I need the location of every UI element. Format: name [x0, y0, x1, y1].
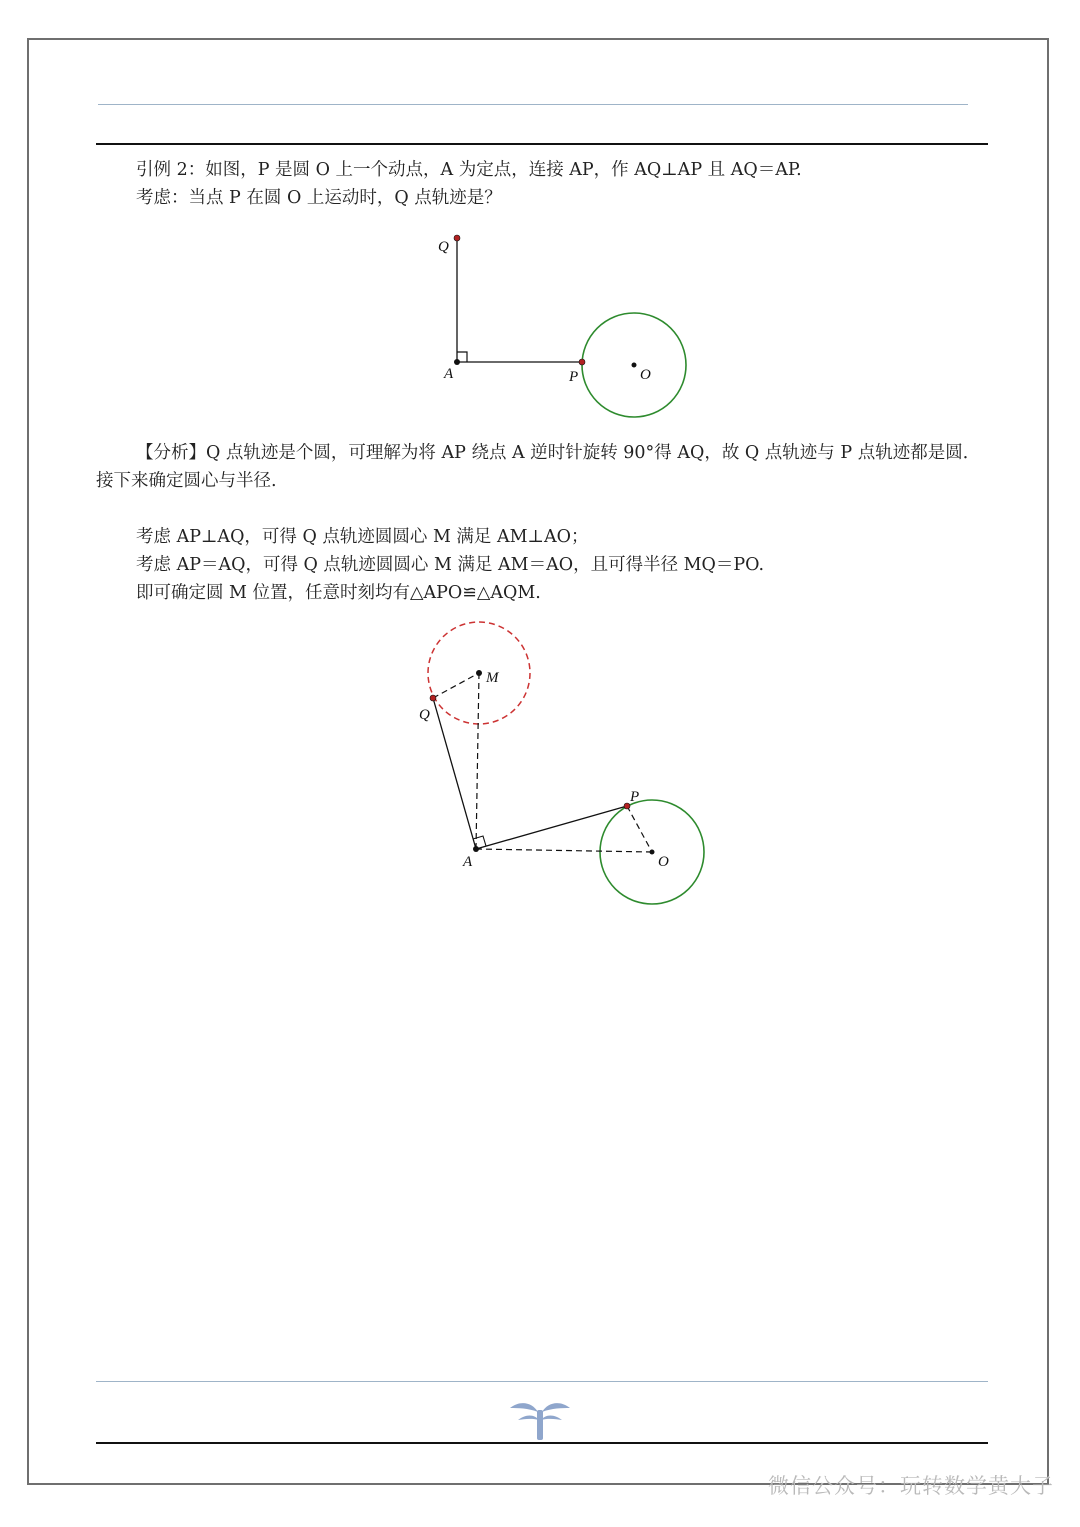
analysis-line-3: 即可确定圆 M 位置，任意时刻均有△APO≌△AQM. [136, 583, 541, 603]
point-a [454, 359, 460, 365]
problem-statement: 引例 2：如图，P 是圆 O 上一个动点，A 为定点，连接 AP，作 AQ⊥AP 且 AQ＝AP. [136, 160, 802, 180]
label-p: P [569, 369, 579, 385]
point-q [454, 235, 460, 241]
label-q: Q [419, 707, 430, 723]
analysis-line-1: 考虑 AP⊥AQ，可得 Q 点轨迹圆圆心 M 满足 AM⊥AO； [136, 527, 589, 547]
header-rule-black [96, 143, 988, 145]
label-a: A [444, 366, 454, 382]
point-p [579, 359, 585, 365]
problem-question: 考虑：当点 P 在圆 O 上运动时，Q 点轨迹是？ [136, 188, 502, 208]
label-p: P [630, 789, 640, 805]
point-q [430, 695, 436, 701]
header-rule-blue [98, 104, 968, 105]
figure-1 [420, 226, 720, 426]
point-a [473, 846, 479, 852]
footer-rule-black [96, 1442, 988, 1444]
segment-am-dashed [476, 673, 479, 849]
watermark: 微信公众号：玩转数学黄大子 [768, 1474, 1054, 1498]
point-o [632, 363, 637, 368]
segment-ao-dashed [476, 849, 652, 852]
label-m: M [486, 670, 499, 686]
segment-qm-dashed [433, 673, 479, 698]
tree-logo-icon [506, 1398, 574, 1442]
analysis-line-2: 考虑 AP＝AQ，可得 Q 点轨迹圆圆心 M 满足 AM＝AO，且可得半径 MQ＝PO. [136, 555, 765, 575]
label-q: Q [438, 239, 449, 255]
segment-po-dashed [627, 806, 652, 852]
footer-rule-blue [96, 1381, 988, 1382]
point-o [650, 850, 655, 855]
segment-ap [476, 806, 627, 849]
label-o: O [658, 854, 669, 870]
label-a: A [463, 854, 473, 870]
analysis-paragraph: 【分析】Q 点轨迹是个圆，可理解为将 AP 绕点 A 逆时针旋转 90°得 AQ，故 Q 点轨迹与 P 点轨迹都是圆．接下来确定圆心与半径. [96, 443, 981, 491]
segment-aq [433, 698, 476, 849]
label-o: O [640, 367, 651, 383]
figure-2 [400, 614, 720, 914]
point-m [476, 670, 482, 676]
